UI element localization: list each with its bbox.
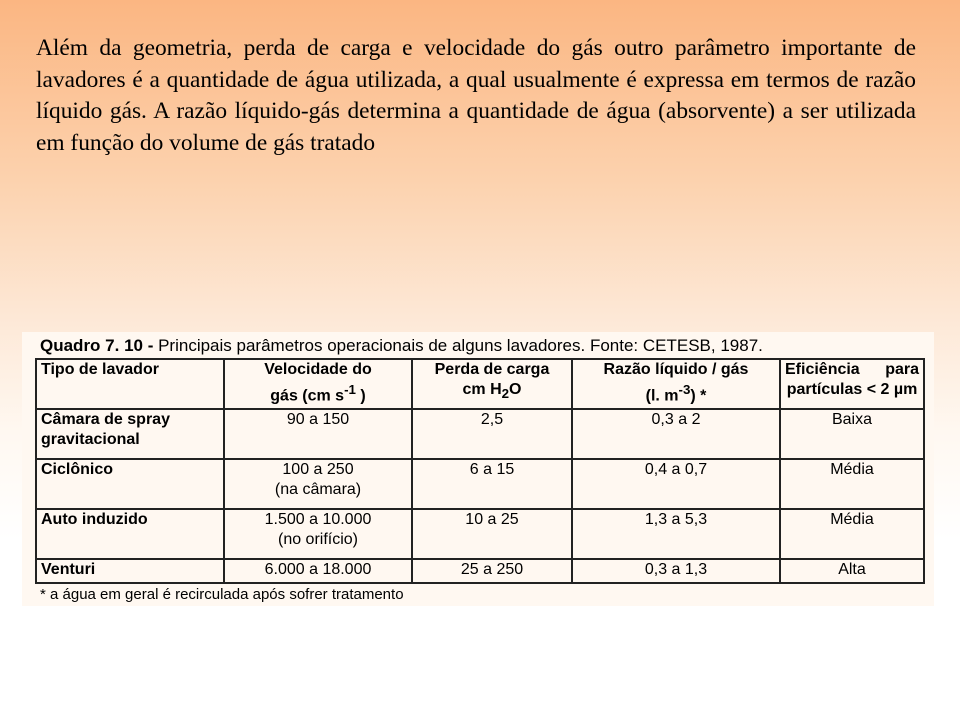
table-header-row — [36, 359, 924, 409]
cell-perda: 6 a 15 — [412, 459, 572, 509]
table-row — [36, 559, 924, 583]
cell-velocidade: 100 a 250 (na câmara) — [224, 459, 412, 509]
header-razao: Razão líquido / gás (l. $m^{-3}$) * — [572, 359, 780, 409]
header-perda: Perda de carga cm $H_2O$ — [412, 359, 572, 409]
cell-velocidade: 1.500 a 10.000 (no orifício) — [224, 509, 412, 559]
cell-razao: 0,3 a 1,3 — [572, 559, 780, 583]
cell-perda: 10 a 25 — [412, 509, 572, 559]
header-tipo: Tipo de lavador — [36, 359, 224, 409]
cell-razao: 0,4 a 0,7 — [572, 459, 780, 509]
header-eficiencia: Eficiência para partículas < 2 µm — [780, 359, 924, 409]
cell-velocidade: 90 a 150 — [224, 409, 412, 459]
cell-tipo: Ciclônico — [36, 459, 224, 509]
cell-razao: 0,3 a 2 — [572, 409, 780, 459]
cell-razao: 1,3 a 5,3 — [572, 509, 780, 559]
cell-velocidade: 6.000 a 18.000 — [224, 559, 412, 583]
table-footnote: * a água em geral é recirculada após sofrer tratamento — [40, 586, 404, 603]
table-row — [36, 509, 924, 559]
caption-label: Quadro 7. 10 - — [40, 336, 154, 355]
table-row — [36, 459, 924, 509]
cell-perda: 25 a 250 — [412, 559, 572, 583]
caption-text: Principais parâmetros operacionais de alguns lavadores. Fonte: CETESB, 1987. — [153, 336, 763, 355]
table-caption — [40, 336, 763, 356]
intro-paragraph: Além da geometria, perda de carga e velocidade do gás outro parâmetro importante de lavadores é a quantidade de água utilizada, a qual usualmente é expressa em termos de razão líquido gás. A razão líquido-gás determina a quantidade de água (absorvente) a ser utilizada em função do volume de gás tratado — [36, 35, 916, 156]
cell-tipo: Câmara de spray gravitacional — [36, 409, 224, 459]
cell-eficiencia: Baixa — [780, 409, 924, 459]
cell-eficiencia: Alta — [780, 559, 924, 583]
scrubber-parameters-table — [35, 358, 925, 584]
cell-tipo: Venturi — [36, 559, 224, 583]
cell-perda: 2,5 — [412, 409, 572, 459]
cell-tipo: Auto induzido — [36, 509, 224, 559]
table-figure — [22, 332, 934, 606]
header-velocidade: Velocidade do gás (cm $s^{-1}$ ) — [224, 359, 412, 409]
cell-eficiencia: Média — [780, 459, 924, 509]
table-row — [36, 409, 924, 459]
cell-eficiencia: Média — [780, 509, 924, 559]
